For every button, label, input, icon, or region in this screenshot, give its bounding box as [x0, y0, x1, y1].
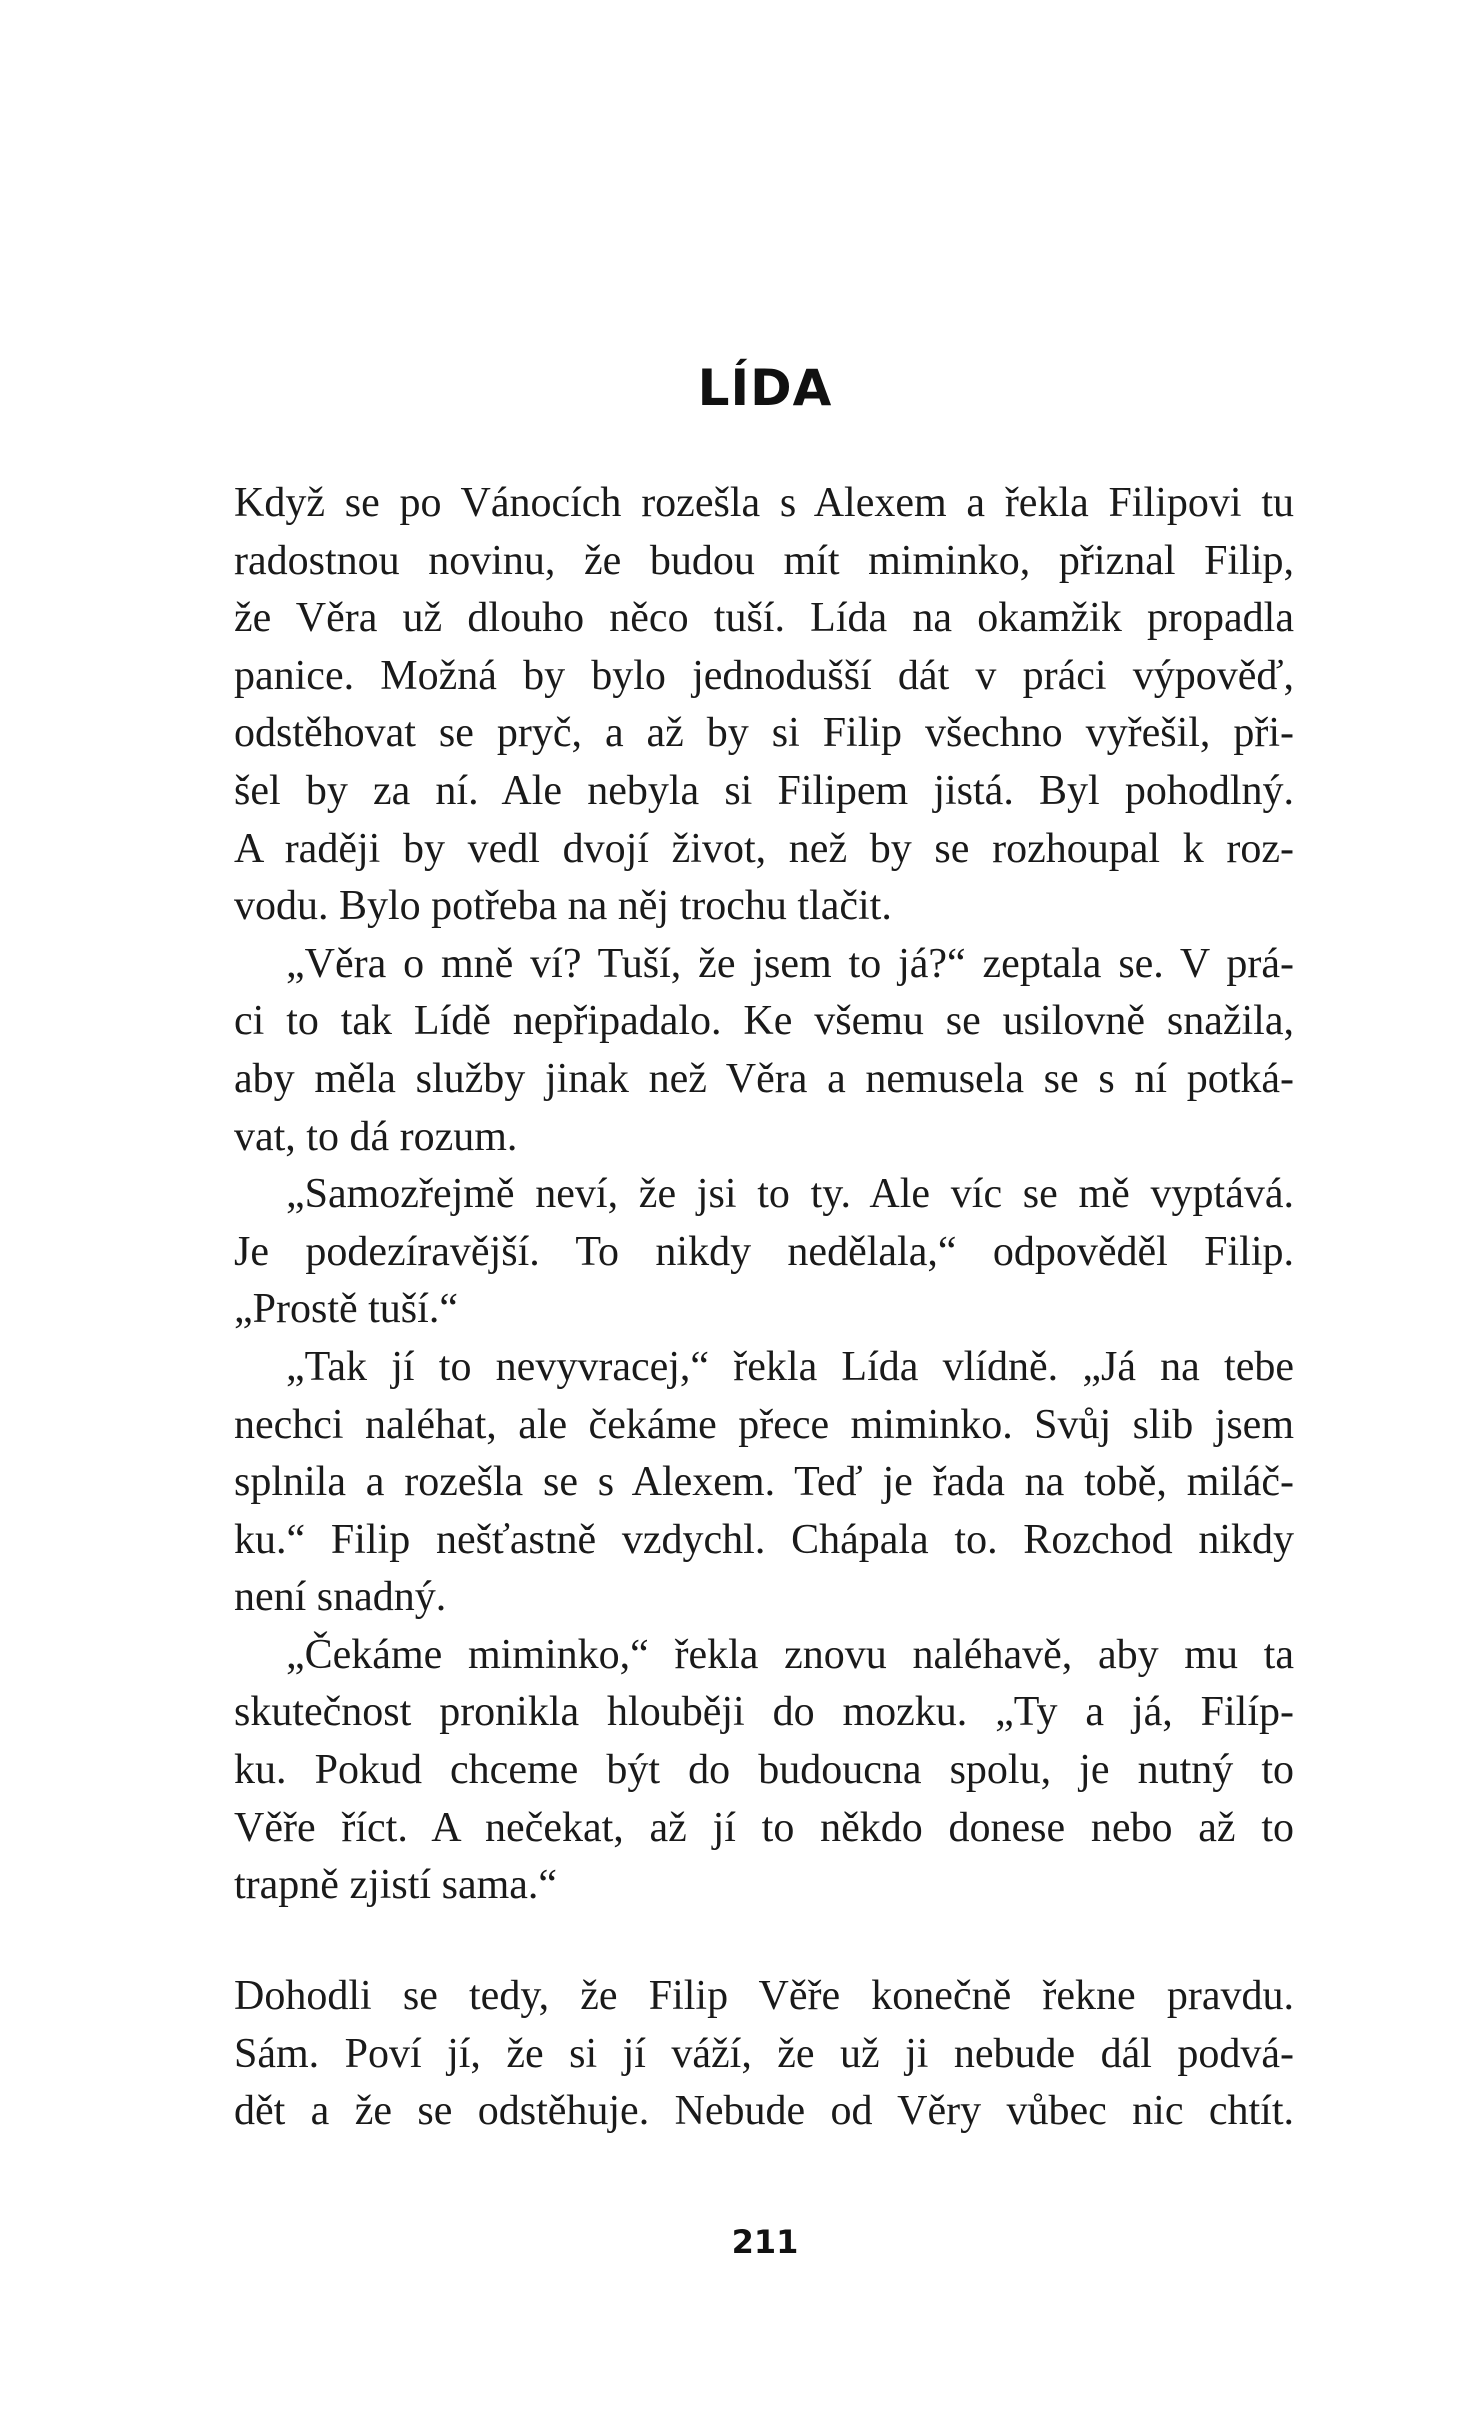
- text-line: dět a že se odstěhuje. Nebude od Věry vůbec nic chtít.: [234, 2088, 1294, 2135]
- text-line: „Prostě tuší.“: [234, 1286, 458, 1333]
- text-line: trapně zjistí sama.“: [234, 1862, 558, 1909]
- text-line: „Samozřejmě neví, že jsi to ty. Ale víc se mě vyptává.: [286, 1171, 1294, 1218]
- text-line: vodu. Bylo potřeba na něj trochu tlačit.: [234, 883, 892, 930]
- text-line: „Věra o mně ví? Tuší, že jsem to já?“ zeptala se. V prá-: [286, 940, 1294, 987]
- text-line: Je podezíravější. To nikdy nedělala,“ odpověděl Filip.: [234, 1228, 1294, 1275]
- text-line: Věře říct. A nečekat, až jí to někdo donese nebo až to: [234, 1804, 1294, 1851]
- text-line: není snadný.: [234, 1574, 447, 1621]
- text-line: ku. Pokud chceme být do budoucna spolu, je nutný to: [234, 1747, 1294, 1794]
- text-line: nechci naléhat, ale čekáme přece miminko. Svůj slib jsem: [234, 1401, 1294, 1448]
- text-line: A raději by vedl dvojí život, než by se rozhoupal k roz-: [234, 825, 1294, 872]
- text-line: splnila a rozešla se s Alexem. Teď je řada na tobě, miláč-: [234, 1459, 1294, 1506]
- text-line: „Tak jí to nevyvracej,“ řekla Lída vlídně. „Já na tebe: [286, 1343, 1294, 1390]
- text-line: „Čekáme miminko,“ řekla znovu naléhavě, aby mu ta: [286, 1631, 1294, 1678]
- text-line: že Věra už dlouho něco tuší. Lída na okamžik propadla: [234, 595, 1294, 642]
- text-line: ci to tak Lídě nepřipadalo. Ke všemu se usilovně snažila,: [234, 998, 1294, 1045]
- text-line: vat, to dá rozum.: [234, 1113, 518, 1160]
- text-line: Dohodli se tedy, že Filip Věře konečně řekne pravdu.: [234, 1973, 1294, 2019]
- text-line: radostnou novinu, že budou mít miminko, přiznal Filip,: [234, 537, 1294, 584]
- page-number: 211: [731, 2223, 799, 2261]
- text-line: Když se po Vánocích rozešla s Alexem a řekla Filipovi tu: [234, 480, 1294, 526]
- text-line: skutečnost pronikla hlouběji do mozku. „Ty a já, Filíp-: [234, 1689, 1294, 1736]
- text-line: šel by za ní. Ale nebyla si Filipem jistá. Byl pohodlný.: [234, 767, 1294, 814]
- text-line: panice. Možná by bylo jednodušší dát v práci výpověď,: [234, 652, 1294, 699]
- chapter-title: LÍDA: [697, 359, 833, 417]
- body-text-section-2: [234, 1968, 1294, 2141]
- text-line: ku.“ Filip nešťastně vzdychl. Chápala to. Rozchod nikdy: [234, 1516, 1294, 1563]
- text-line: Sám. Poví jí, že si jí váží, že už ji nebude dál podvá-: [234, 2030, 1294, 2077]
- text-line: odstěhovat se pryč, a až by si Filip všechno vyřešil, při-: [234, 710, 1294, 757]
- body-text-section-1: [234, 475, 1294, 1915]
- text-line: aby měla služby jinak než Věra a nemusela se s ní potká-: [234, 1055, 1294, 1102]
